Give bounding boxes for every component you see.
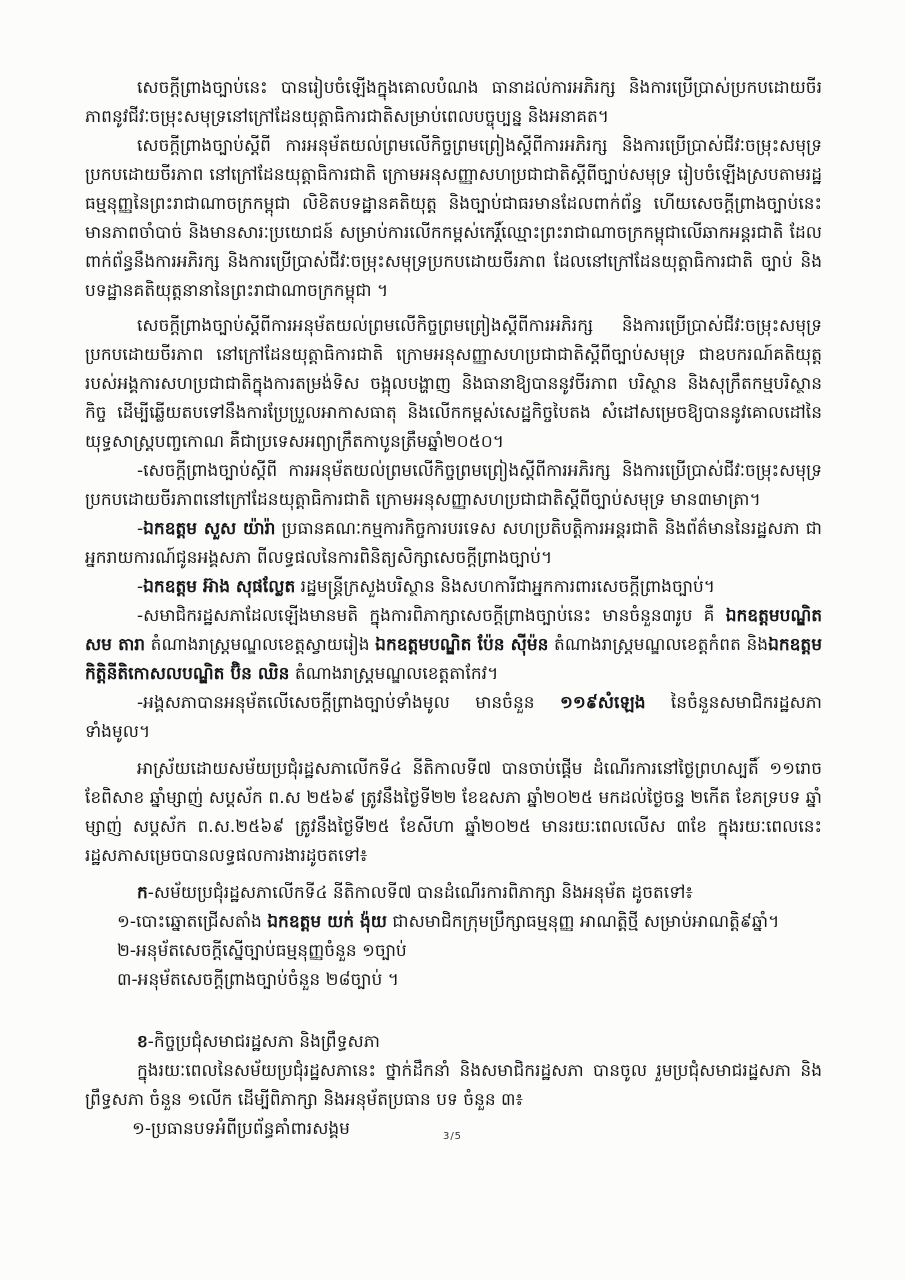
vote-lead: -អង្គសភាបានអនុម័តលើសេចក្តីព្រាងច្បាប់ទាំងមូល មានចំនួន (137, 693, 560, 713)
page-number: 3/5 (442, 1131, 463, 1142)
dash: - (137, 577, 144, 597)
member-constituency-2: តំណាងរាស្ត្រមណ្ឌលខេត្តកំពត និង (548, 635, 769, 655)
item-1-lead: ១-បោះឆ្នោតជ្រើសតាំង (117, 912, 268, 932)
section-b-letter: ខ (137, 1032, 148, 1052)
section-a-letter: ក (137, 883, 148, 903)
section-b-heading (85, 1028, 822, 1057)
member-name-2: ឯកឧត្តមបណ្ឌិត ប៉ែន ស៊ីម៉ន (375, 635, 549, 655)
paragraph-intro (85, 74, 822, 132)
section-a-item-3 (85, 966, 822, 995)
paragraph-members (85, 602, 822, 689)
paragraph-legal-basis-text: សេចក្តីព្រាងច្បាប់ស្តីពី ការអនុម័តយល់ព្រមលើកិច្ចព្រមព្រៀងស្តីពីការអភិរក្ស និងការប្រើប្រាស់ជីវៈចម្រុះសមុទ្រប្រកបដោយចីរភាព នៅក្រៅដែនយុត្តាធិការជាតិ ក្រោមអនុសញ្ញាសហប្រជាជាតិស្តីពីច្បាប់សមុទ្រ រៀបចំឡើងស្របតាមរដ្ឋធម្មនុញ្ញនៃព្រះរាជាណាចក្រកម្ពុជា លិខិតបទដ្ឋានគតិយុត្ត និងច្បាប់ជាធរមានដែលពាក់ព័ន្ធ ហើយសេចក្តីព្រាងច្បាប់នេះមានភាពចាំបាច់ និងមានសារៈប្រយោជន៍ សម្រាប់ការលើកកម្ពស់កេរ្តិ៍ឈ្មោះព្រះរាជាណាចក្រកម្ពុជាលើឆាកអន្តរជាតិ ដែលពាក់ព័ន្ធនឹងការអភិរក្ស និងការប្រើប្រាស់ជីវៈចម្រុះសមុទ្រប្រកបដោយចីរភាព ដែលនៅក្រៅដែនយុត្តាធិការជាតិ ច្បាប់ និងបទដ្ឋានគតិយុត្តនានានៃព្រះរាជាណាចក្រកម្ពុជា ។ (85, 136, 822, 301)
section-b-intro-text: ក្នុងរយៈពេលនៃសម័យប្រជុំរដ្ឋសភានេះ ថ្នាក់ដឹកនាំ និងសមាជិករដ្ឋសភា បានចូល រួមប្រជុំសមាជរដ្ឋសភា និងព្រឹទ្ធសភា ចំនួន ១លើក ដើម្បីពិភាក្សា និងអនុម័តប្រធាន បទ ចំនួន ៣៖ (85, 1061, 822, 1110)
section-b-item-1-text: ១-ប្រធានបទអំពីប្រព័ន្ធគាំពារសង្គម (132, 1119, 350, 1139)
defender-role: រដ្ឋមន្ត្រីក្រសួងបរិស្ថាន និងសហការីជាអ្នកការពារសេចក្តីព្រាងច្បាប់។ (295, 577, 715, 597)
section-a-item-1 (85, 908, 822, 937)
item-1-name: ឯកឧត្តម យក់ ង៉ុយ (267, 912, 387, 932)
rapporteur-role: ប្រធានគណៈកម្មការកិច្ចការបរទេស សហប្រតិបត្តិការអន្តរជាតិ និងព័ត៌មាននៃរដ្ឋសភា ជាអ្នករាយការណ៍ជូនអង្គសភា ពីលទ្ធផលនៃការពិនិត្យសិក្សាសេចក្តីព្រាងច្បាប់។ (85, 519, 822, 568)
paragraph-articles (85, 457, 822, 515)
defender-name: ឯកឧត្តម អ៊ាង សុផល្លែត (143, 577, 296, 597)
paragraph-vote (85, 689, 822, 747)
section-b-intro (85, 1057, 822, 1115)
member-name-1: ឯកឧត្តមបណ្ឌិត សម តារា (85, 606, 822, 655)
document-body (85, 74, 822, 1144)
member-constituency-3: តំណាងរាស្ត្រមណ្ឌលខេត្តតាកែវ។ (289, 664, 499, 684)
session-summary-text: អាស្រ័យដោយសម័យប្រជុំរដ្ឋសភាលើកទី៤ នីតិកាលទី៧ បានចាប់ផ្តើម ដំណើរការនៅថ្ងៃព្រហស្បតិ៍ ១១រោច ខែពិសាខ ឆ្នាំម្សាញ់ សប្តស័ក ព.ស ២៥៦៩ ត្រូវនឹងថ្ងៃទី២២ ខែឧសភា ឆ្នាំ២០២៥ មកដល់ថ្ងៃចន្ទ ២កើត ខែភទ្របទ ឆ្នាំម្សាញ់ សប្តស័ក ព.ស.២៥៦៩ ត្រូវនឹងថ្ងៃទី២៥ ខែសីហា ឆ្នាំ២០២៥ មានរយៈពេលលើស ៣ខែ ក្នុងរយៈពេលនេះ រដ្ឋសភាសម្រេចបានលទ្ធផលការងារដូចតទៅ៖ (85, 759, 822, 866)
paragraph-intro-text: សេចក្តីព្រាងច្បាប់នេះ បានរៀបចំឡើងក្នុងគោលបំណង ធានាដល់ការអភិរក្ស និងការប្រើប្រាស់ប្រកបដោយចីរភាពនូវជីវៈចម្រុះសមុទ្រនៅក្រៅដែនយុត្តាធិការជាតិសម្រាប់ពេលបច្ចុប្បន្ន និងអនាគត។ (85, 78, 822, 127)
item-2-text: ២-អនុម័តសេចក្តីស្នើច្បាប់ធម្មនុញ្ញចំនួន ១ច្បាប់ (117, 941, 407, 961)
vote-count: ១១៩សំឡេង (559, 693, 646, 713)
rapporteur-name: ឯកឧត្តម សួស យ៉ារ៉ា (143, 519, 276, 539)
paragraph-session-summary (85, 755, 822, 871)
paragraph-rapporteur (85, 515, 822, 573)
dash: - (137, 519, 144, 539)
member-constituency-1: តំណាងរាស្ត្រមណ្ឌលខេត្តស្វាយរៀង (145, 635, 376, 655)
paragraph-articles-text: -សេចក្តីព្រាងច្បាប់ស្តីពី ការអនុម័តយល់ព្រមលើកិច្ចព្រមព្រៀងស្តីពីការអភិរក្ស និងការប្រើប្រាស់ជីវៈចម្រុះសមុទ្រប្រកបដោយចីរភាពនៅក្រៅដែនយុត្តាធិការជាតិ ក្រោមអនុសញ្ញាសហប្រជាជាតិស្តីពីច្បាប់សមុទ្រ មាន៣មាត្រា។ (85, 461, 822, 510)
paragraph-legal-basis (85, 132, 822, 306)
paragraph-defender (85, 573, 822, 602)
item-1-tail: ជាសមាជិកក្រុមប្រឹក្សាធម្មនុញ្ញ អាណត្តិថ្មី សម្រាប់អាណត្តិ៩ឆ្នាំ។ (387, 912, 780, 932)
paragraph-instrument (85, 312, 822, 457)
member-name-3: ឯកឧត្តមកិត្តិនីតិកោសលបណ្ឌិត ប៊ិន ឈិន (85, 635, 823, 684)
section-b-title: -កិច្ចប្រជុំសមាជរដ្ឋសភា និងព្រឹទ្ធសភា (147, 1032, 380, 1052)
vote-tail: នៃចំនួនសមាជិករដ្ឋសភាទាំងមូល។ (85, 693, 822, 742)
section-a-heading (85, 879, 822, 908)
members-lead: -សមាជិករដ្ឋសភាដែលឡើងមានមតិ ក្នុងការពិភាក្សាសេចក្តីព្រាងច្បាប់នេះ មានចំនួន៣រូប គឺ (137, 606, 726, 626)
paragraph-instrument-text: សេចក្តីព្រាងច្បាប់ស្តីពីការអនុម័តយល់ព្រមលើកិច្ចព្រមព្រៀងស្តីពីការអភិរក្ស និងការប្រើប្រាស់ជីវៈចម្រុះសមុទ្រប្រកបដោយចីរភាព នៅក្រៅដែនយុត្តាធិការជាតិ ក្រោមអនុសញ្ញាសហប្រជាជាតិស្តីពីច្បាប់សមុទ្រ ជាឧបករណ៍គតិយុត្តរបស់អង្គការសហប្រជាជាតិក្នុងការតម្រង់ទិស ចង្អុលបង្ហាញ និងធានាឱ្យបាននូវចីរភាព បរិស្ថាន និងសុក្រឹតកម្មបរិស្ថានកិច្ច ដើម្បីឆ្លើយតបទៅនឹងការប្រែប្រួលអាកាសធាតុ និងលើកកម្ពស់សេដ្ឋកិច្ចបៃតង សំដៅសម្រេចឱ្យបាននូវគោលដៅនៃយុទ្ធសាស្ត្របញ្ចកោណ គឺជាប្រទេសអព្យាក្រឹតកាបូនត្រឹមឆ្នាំ២០៥០។ (85, 316, 822, 452)
section-a-item-2 (85, 937, 822, 966)
section-a-title: -សម័យប្រជុំរដ្ឋសភាលើកទី៤ នីតិកាលទី៧ បានដំណើរការពិភាក្សា និងអនុម័ត ដូចតទៅ៖ (147, 883, 693, 903)
item-3-text: ៣-អនុម័តសេចក្តីព្រាងច្បាប់ចំនួន ២៨ច្បាប់ ។ (117, 970, 399, 990)
